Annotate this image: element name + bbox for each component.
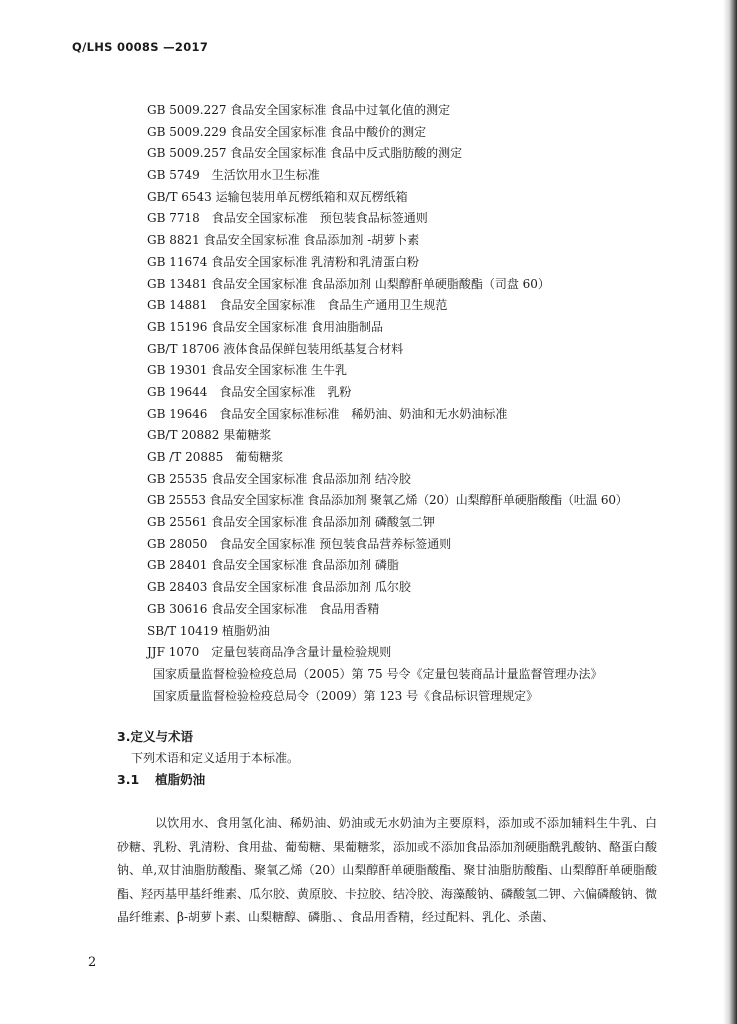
reference-item: GB 25561 食品安全国家标准 食品添加剂 磷酸氢二钾 xyxy=(147,515,435,530)
reference-item: GB 13481 食品安全国家标准 食品添加剂 山梨醇酐单硬脂酸酯（司盘 60） xyxy=(147,276,550,291)
section-3-intro: 下列术语和定义适用于本标准。 xyxy=(131,751,300,765)
reference-item: 国家质量监督检验检疫总局令（2009）第 123 号《食品标识管理规定》 xyxy=(153,688,539,703)
reference-item: GB 28050 食品安全国家标准 预包装食品营养标签通则 xyxy=(147,536,452,551)
reference-item: GB 7718 食品安全国家标准 预包装食品标签通则 xyxy=(147,211,428,226)
reference-item: GB 5009.227 食品安全国家标准 食品中过氧化值的测定 xyxy=(147,103,451,117)
reference-item: GB 25553 食品安全国家标准 食品添加剂 聚氧乙烯（20）山梨醇酐单硬脂酸酯（吐温 60） xyxy=(147,493,628,508)
reference-item: GB 8821 食品安全国家标准 食品添加剂 -胡萝卜素 xyxy=(147,233,420,248)
reference-item: GB 28403 食品安全国家标准 食品添加剂 瓜尔胶 xyxy=(147,580,411,595)
reference-item: GB 14881 食品安全国家标准 食品生产通用卫生规范 xyxy=(147,298,448,313)
section-3-heading: 3.定义与术语 xyxy=(117,729,193,744)
reference-item: JJF 1070 定量包装商品净含量计量检验规则 xyxy=(147,645,392,660)
section-3-1-number: 3.1 xyxy=(117,772,140,787)
reference-item: GB 19644 食品安全国家标准 乳粉 xyxy=(147,384,352,399)
reference-item: SB/T 10419 植脂奶油 xyxy=(147,623,270,638)
reference-item: GB 28401 食品安全国家标准 食品添加剂 磷脂 xyxy=(147,558,399,573)
reference-item: GB 25535 食品安全国家标准 食品添加剂 结冷胶 xyxy=(147,471,411,486)
section-3-1-title: 植脂奶油 xyxy=(155,772,206,787)
scan-edge-shadow xyxy=(723,0,737,1024)
reference-item: GB 19301 食品安全国家标准 生牛乳 xyxy=(147,363,348,378)
reference-item: GB/T 20882 果葡糖浆 xyxy=(147,428,272,443)
normative-reference-list xyxy=(147,100,628,707)
reference-item: GB 5009.229 食品安全国家标准 食品中酸价的测定 xyxy=(147,124,427,139)
page-number: 2 xyxy=(88,955,97,970)
definition-paragraph: 以饮用水、食用氢化油、稀奶油、奶油或无水奶油为主要原料，添加或不添加辅料生牛乳、白砂糖、乳粉、乳清粉、食用盐、葡萄糖、果葡糖浆，添加或不添加食品添加剂硬脂酰乳酸钠、酪蛋白酸钠、单,双甘油脂肪酸酯、聚氧乙烯（20）山梨醇酐单硬脂酸酯、聚甘油脂肪酸酯、山梨醇酐单硬脂酸酯、羟丙基甲基纤维素、瓜尔胶、黄原胶、卡拉胶、结冷胶、海藻酸钠、磷酸氢二钾、六偏磷酸钠、微晶纤维素、β-胡萝卜素、山梨糖醇、磷脂、、食品用香精，经过配料、乳化、杀菌、 xyxy=(117,816,658,924)
reference-item: GB 5749 生活饮用水卫生标准 xyxy=(147,168,320,183)
reference-item: GB 11674 食品安全国家标准 乳清粉和乳清蛋白粉 xyxy=(147,254,420,269)
reference-item: GB/T 6543 运输包装用单瓦楞纸箱和双瓦楞纸箱 xyxy=(147,189,408,204)
section-3-1-heading xyxy=(117,770,205,788)
reference-item: GB 30616 食品安全国家标准 食品用香精 xyxy=(147,601,380,616)
standard-code-header: Q/LHS 0008S —2017 xyxy=(72,40,209,54)
reference-item: GB/T 18706 液体食品保鲜包装用纸基复合材料 xyxy=(147,341,404,356)
reference-item: GB 19646 食品安全国家标准标准 稀奶油、奶油和无水奶油标准 xyxy=(147,406,508,421)
reference-item: GB 15196 食品安全国家标准 食用油脂制品 xyxy=(147,319,384,334)
reference-item: 国家质量监督检验检疫总局（2005）第 75 号令《定量包装商品计量监督管理办法》 xyxy=(153,666,603,681)
reference-item: GB /T 20885 葡萄糖浆 xyxy=(147,450,284,464)
reference-item: GB 5009.257 食品安全国家标准 食品中反式脂肪酸的测定 xyxy=(147,146,463,161)
